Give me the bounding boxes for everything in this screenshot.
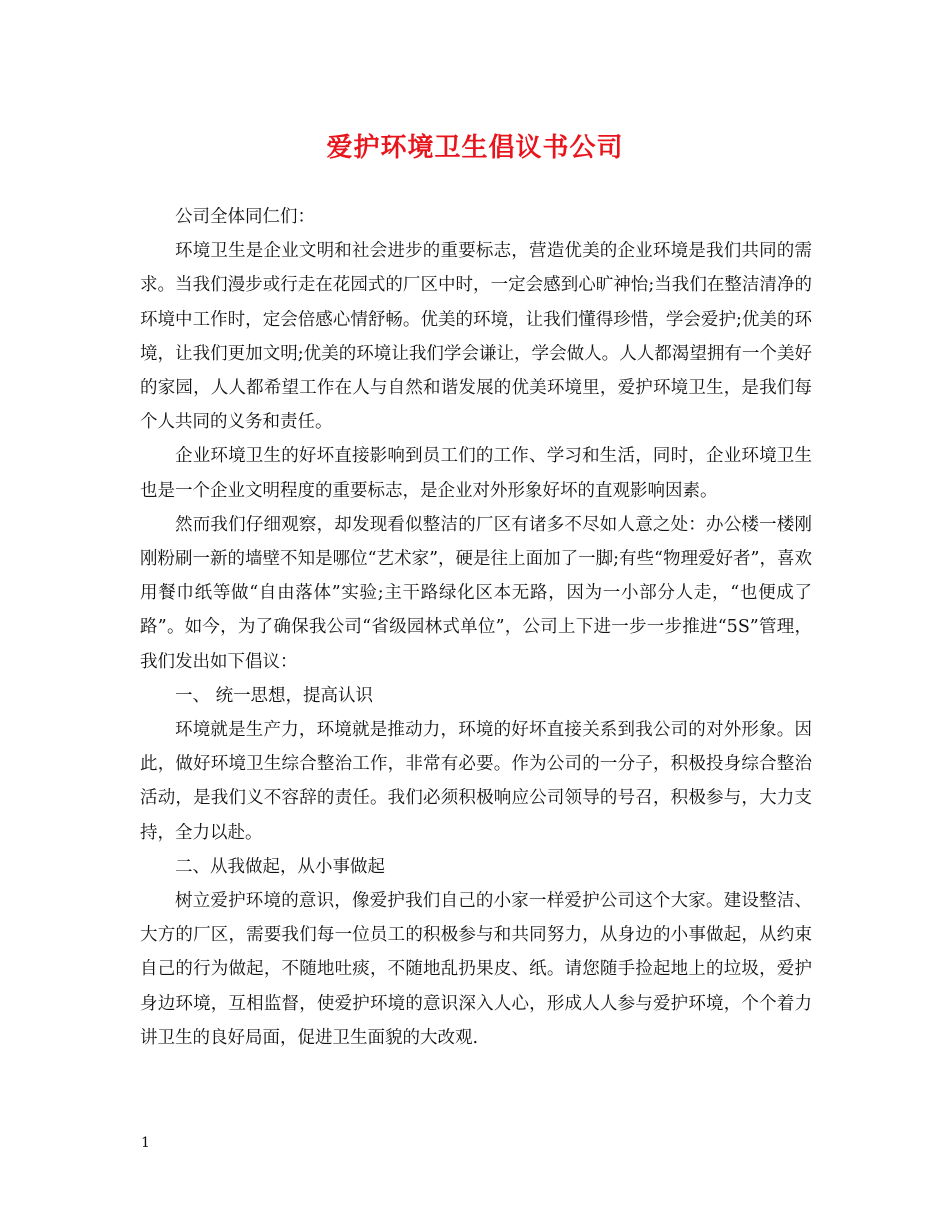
page-number: 1 <box>141 1135 150 1151</box>
salutation: 公司全体同仁们： <box>175 207 315 227</box>
paragraph-impact: 企业环境卫生的好坏直接影响到员工们的工作、学习和生活，同时，企业环境卫生也是一个企业文明程度的重要标志，是企业对外形象好坏的直观影响因素。 <box>140 446 812 501</box>
document-title: 爱护环境卫生倡议书公司 <box>326 133 624 163</box>
paragraph-section-2: 树立爱护环境的意识，像爱护我们自己的小家一样爱护公司这个大家。建设整洁、大方的厂区，需要我们每一位员工的积极参与和共同努力，从身边的小事做起，从约束自己的行为做起，不随地吐痰，不随地乱扔果皮、纸。请您随手捡起地上的垃圾，爱护身边环境，互相监督，使爱护环境的意识深入人心，形成人人参与爱护环境，个个着力讲卫生的良好局面，促进卫生面貌的大改观. <box>140 891 812 1048</box>
paragraph-section-1: 环境就是生产力，环境就是推动力，环境的好坏直接关系到我公司的对外形象。因此，做好环境卫生综合整治工作，非常有必要。作为公司的一分子，积极投身综合整治活动，是我们义不容辞的责任。我们必须积极响应公司领导的号召，积极参与，大力支持，全力以赴。 <box>140 720 812 843</box>
section-heading-1: 一、 统一思想，提高认识 <box>175 685 374 706</box>
paragraph-intro: 环境卫生是企业文明和社会进步的重要标志，营造优美的企业环境是我们共同的需求。当我们漫步或行走在花园式的厂区中时，一定会感到心旷神怡;当我们在整洁清净的环境中工作时，定会倍感心情舒畅。优美的环境，让我们懂得珍惜，学会爱护;优美的环境，让我们更加文明;优美的环境让我们学会谦让，学会做人。人人都渴望拥有一个美好的家园，人人都希望工作在人与自然和谐发展的优美环境里，爱护环境卫生，是我们每个人共同的义务和责任。 <box>140 241 812 433</box>
document-body <box>140 200 812 1055</box>
section-heading-2: 二、从我做起，从小事做起 <box>175 856 385 877</box>
paragraph-observation: 然而我们仔细观察，却发现看似整洁的厂区有诸多不尽如人意之处：办公楼一楼刚刚粉刷一新的墙壁不知是哪位“艺术家”，硬是往上面加了一脚;有些“物理爱好者”，喜欢用餐巾纸等做“自由落体”实验;主干路绿化区本无路，因为一小部分人走，“也便成了路”。如今，为了确保我公司“省级园林式单位”，公司上下进一步一步推进“5S”管理，我们发出如下倡议： <box>140 514 812 672</box>
